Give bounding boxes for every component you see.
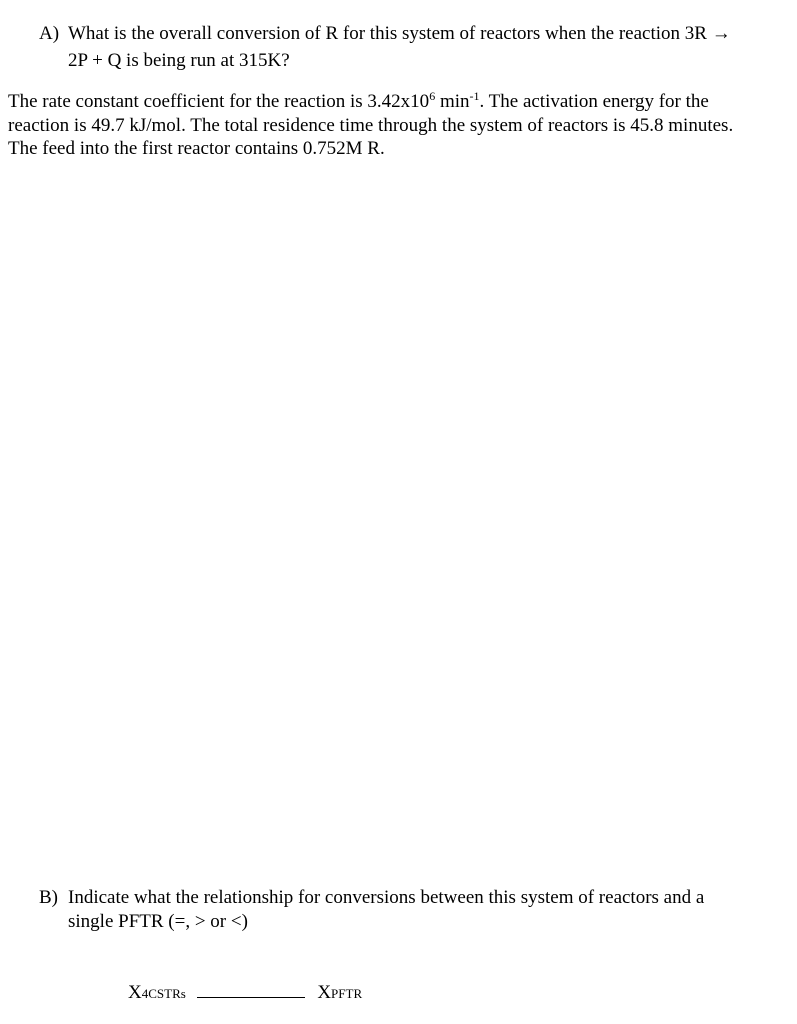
question-b	[39, 886, 779, 933]
given-line-1-start: The rate constant coefficient for the reaction is 3.42x10	[8, 91, 430, 112]
x-4cstrs-symbol: X	[128, 982, 142, 1003]
question-b-line-1: Indicate what the relationship for conversions between this system of reactors and a	[68, 887, 705, 908]
question-a	[39, 20, 779, 74]
question-a-line-2: 2P + Q is being run at 315K?	[68, 50, 290, 71]
given-line-1-end: . The activation energy for the	[479, 91, 709, 112]
question-b-line-2: single PFTR (=, > or <)	[68, 910, 248, 932]
question-a-label: A)	[39, 23, 60, 44]
answer-blank[interactable]	[197, 981, 305, 998]
given-line-1	[8, 90, 778, 114]
rate-constant-unit: min	[435, 91, 470, 112]
rate-constant-exponent: 6	[429, 89, 436, 103]
question-b-text	[68, 886, 779, 933]
question-a-text	[68, 20, 779, 74]
given-information	[8, 90, 778, 161]
question-b-label: B)	[39, 887, 58, 908]
x-pftr-symbol: X	[317, 982, 332, 1003]
given-line-3: The feed into the first reactor contains 0.752M R.	[8, 138, 385, 159]
given-line-2: reaction is 49.7 kJ/mol. The total residence time through the system of reactors is 45.8 minutes.	[8, 114, 734, 136]
question-a-line-1: What is the overall conversion of R for this system of reactors when the reaction 3R →	[68, 23, 731, 44]
unit-exponent: -1	[469, 89, 480, 103]
x-4cstrs-subscript: 4CSTRs	[141, 986, 186, 1001]
x-pftr-subscript: PFTR	[331, 986, 363, 1001]
conversion-comparison	[128, 980, 362, 1007]
